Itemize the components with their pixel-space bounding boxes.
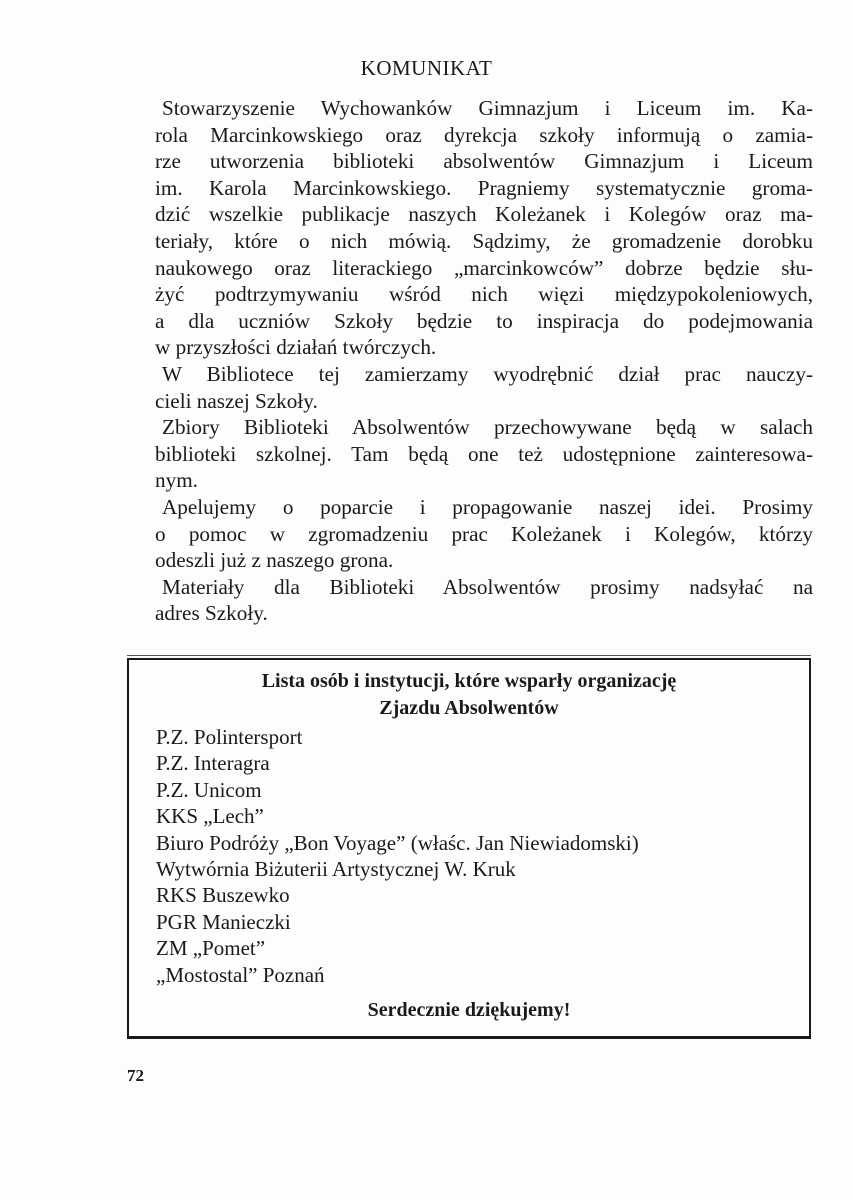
paragraph-2 (155, 361, 813, 414)
text-line: cieli naszej Szkoły. (155, 388, 318, 413)
text-line: dzić wszelkie publikacje naszych Koleżanek i Kolegów oraz ma- (155, 202, 813, 227)
text-line: Apelujemy o poparcie i propagowanie naszej idei. Prosimy (162, 494, 813, 519)
text-line: odeszli już z naszego grona. (155, 548, 394, 573)
text-line: adres Szkoły. (155, 601, 268, 626)
text-line: w przyszłości działań twórczych. (155, 335, 437, 360)
text-line: W Bibliotece tej zamierzamy wyodrębnić dział prac nauczy- (162, 361, 813, 386)
paragraph-4 (155, 494, 813, 574)
sponsor-item: RKS Buszewko (156, 883, 290, 908)
text-line: im. Karola Marcinkowskiego. Pragniemy systematycznie groma- (155, 175, 813, 200)
sponsor-item: P.Z. Polintersport (156, 725, 303, 749)
paragraph-5 (155, 574, 813, 627)
sponsor-item: Wytwórnia Biżuterii Artystycznej W. Kruk (156, 857, 516, 882)
text-line: nym. (155, 468, 198, 493)
text-line: Materiały dla Biblioteki Absolwentów prosimy nadsyłać na (162, 574, 813, 599)
text-line: rola Marcinkowskiego oraz dyrekcja szkoły informują o zamia- (155, 122, 813, 147)
text-line: o pomoc w zgromadzeniu prac Koleżanek i Kolegów, którzy (155, 521, 813, 546)
sponsor-box-title (129, 668, 809, 722)
text-line: Zbiory Biblioteki Absolwentów przechowywane będą w salach (162, 415, 813, 440)
box-top-rule (127, 655, 811, 656)
page-number: 72 (127, 1066, 144, 1085)
text-line: a dla uczniów Szkoły będzie to inspiracja do podejmowania (155, 308, 813, 333)
sponsor-item: PGR Manieczki (156, 909, 291, 934)
sponsor-item: Biuro Podróży „Bon Voyage” (właśc. Jan Niewiadomski) (156, 830, 639, 855)
text-line: teriały, które o nich mówią. Sądzimy, że gromadzenie dorobku (155, 228, 813, 253)
sponsor-box-title-line-1: Lista osób i instytucji, które wsparły organizację (261, 670, 677, 692)
sponsor-list (156, 724, 639, 988)
announcement-body (155, 95, 813, 627)
page-title: KOMUNIKAT (360, 56, 493, 80)
thanks-closing: Serdecznie dziękujemy! (367, 999, 571, 1021)
paragraph-3 (155, 414, 813, 494)
text-line: naukowego oraz literackiego „marcinkowców” dobrze będzie słu- (155, 255, 813, 280)
sponsor-box-title-line-2: Zjazdu Absolwentów (379, 697, 559, 719)
sponsor-item: P.Z. Unicom (156, 777, 262, 802)
text-line: Stowarzyszenie Wychowanków Gimnazjum i Liceum im. Ka- (162, 96, 813, 120)
text-line: żyć podtrzymywaniu wśród nich więzi międzypokoleniowych, (155, 282, 813, 307)
sponsor-item: „Mostostal” Poznań (156, 962, 325, 987)
sponsor-item: KKS „Lech” (156, 804, 264, 829)
sponsor-item: P.Z. Interagra (156, 751, 270, 776)
sponsor-box (127, 658, 811, 1039)
paragraph-1 (155, 95, 813, 361)
text-line: biblioteki szkolnej. Tam będą one też udostępnione zainteresowa- (155, 441, 813, 466)
sponsor-item: ZM „Pomet” (156, 936, 266, 961)
text-line: rze utworzenia biblioteki absolwentów Gimnazjum i Liceum (155, 149, 813, 174)
